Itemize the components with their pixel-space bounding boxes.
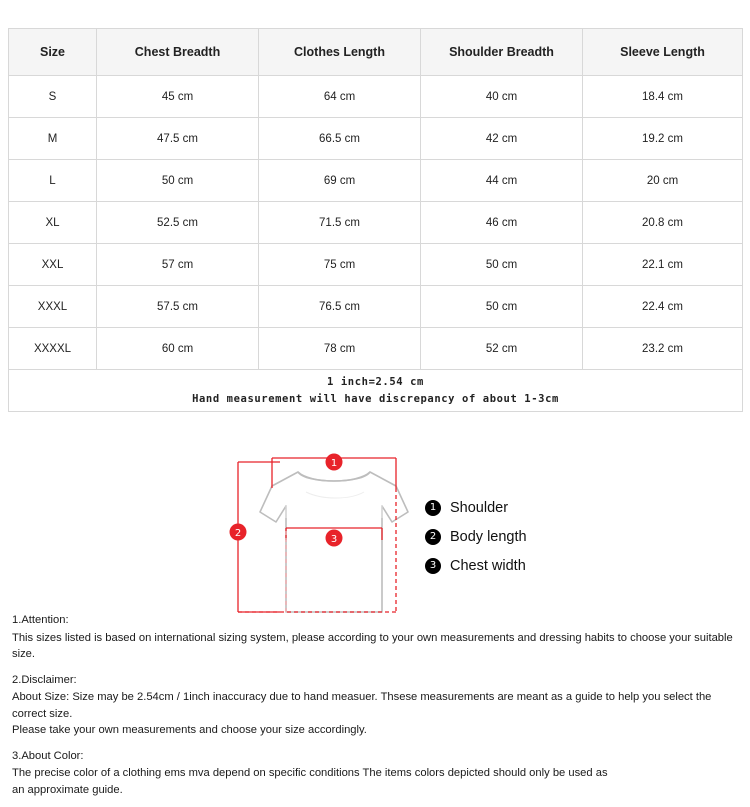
cell-chest-breadth: 50 cm: [97, 160, 259, 202]
cell-shoulder-breadth: 42 cm: [421, 118, 583, 160]
diagram-marker-2: [230, 524, 247, 541]
cell-chest-breadth: 60 cm: [97, 328, 259, 370]
cell-sleeve-length: 20 cm: [583, 160, 743, 202]
cell-sleeve-length: 22.4 cm: [583, 286, 743, 328]
cell-clothes-length: 69 cm: [259, 160, 421, 202]
color-text-1: The precise color of a clothing ems mva depend on specific conditions The items colors depicted should only be used as: [12, 767, 608, 779]
column-header-size: Size: [9, 29, 97, 76]
cell-size: L: [9, 160, 97, 202]
conversion-note: 1 inch=2.54 cm: [327, 375, 424, 388]
cell-shoulder-breadth: 50 cm: [421, 244, 583, 286]
cell-chest-breadth: 45 cm: [97, 76, 259, 118]
cell-shoulder-breadth: 46 cm: [421, 202, 583, 244]
color-block: [12, 748, 742, 799]
table-row: [9, 286, 743, 328]
disclaimer-text-1: About Size: Size may be 2.54cm / 1inch inaccuracy due to hand measuer. Thsese measurements are meant as a guide to help you select the correct size.: [12, 691, 712, 720]
table-body: [9, 76, 743, 412]
color-text-2: an approximate guide.: [12, 783, 123, 796]
cell-clothes-length: 75 cm: [259, 244, 421, 286]
disclaimer-heading: 2.Disclaimer:: [12, 673, 77, 686]
column-header-clothes-length: Clothes Length: [259, 29, 421, 76]
table-header-row: [9, 29, 743, 76]
cell-size: XXXXL: [9, 328, 97, 370]
legend-item-chest-width: [425, 558, 645, 574]
cell-clothes-length: 64 cm: [259, 76, 421, 118]
table-row: [9, 76, 743, 118]
column-header-sleeve-length: Sleeve Length: [583, 29, 743, 76]
column-header-chest-breadth: Chest Breadth: [97, 29, 259, 76]
svg-text:3: 3: [330, 534, 338, 545]
cell-shoulder-breadth: 52 cm: [421, 328, 583, 370]
legend-item-body-length: [425, 529, 645, 545]
table-row: [9, 244, 743, 286]
cell-sleeve-length: 18.4 cm: [583, 76, 743, 118]
table-row: [9, 160, 743, 202]
table-note-cell: [9, 370, 743, 412]
cell-size: S: [9, 76, 97, 118]
cell-sleeve-length: 23.2 cm: [583, 328, 743, 370]
attention-block: [12, 612, 742, 663]
disclaimer-text-2: Please take your own measurements and choose your size accordingly.: [12, 724, 367, 736]
cell-size: XL: [9, 202, 97, 244]
legend-bullet-3: 3: [425, 558, 441, 574]
cell-chest-breadth: 52.5 cm: [97, 202, 259, 244]
table-header: [9, 29, 743, 76]
cell-clothes-length: 78 cm: [259, 328, 421, 370]
cell-clothes-length: 66.5 cm: [259, 118, 421, 160]
table-note-row: [9, 370, 743, 412]
diagram-marker-3: [326, 530, 343, 547]
diagram-marker-1: [326, 454, 343, 471]
cell-size: XXXL: [9, 286, 97, 328]
attention-heading: 1.Attention:: [12, 614, 69, 626]
cell-size: XXL: [9, 244, 97, 286]
cell-size: M: [9, 118, 97, 160]
disclaimer-block: [12, 672, 742, 739]
cell-clothes-length: 71.5 cm: [259, 202, 421, 244]
table-row: [9, 118, 743, 160]
legend-bullet-2: 2: [425, 529, 441, 545]
cell-shoulder-breadth: 50 cm: [421, 286, 583, 328]
cell-sleeve-length: 22.1 cm: [583, 244, 743, 286]
attention-text: This sizes listed is based on international sizing system, please according to your own measurements and dressing habits to choose your suitable size.: [12, 631, 733, 660]
cell-clothes-length: 76.5 cm: [259, 286, 421, 328]
column-header-shoulder-breadth: Shoulder Breadth: [421, 29, 583, 76]
legend-bullet-1: 1: [425, 500, 441, 516]
cell-sleeve-length: 19.2 cm: [583, 118, 743, 160]
size-chart-table: [8, 28, 743, 412]
cell-shoulder-breadth: 44 cm: [421, 160, 583, 202]
table-row: [9, 202, 743, 244]
footer-notes: [12, 612, 742, 807]
size-chart-table-wrapper: [8, 28, 742, 412]
diagram-legend: [425, 500, 645, 587]
legend-item-shoulder: [425, 500, 645, 516]
cell-sleeve-length: 20.8 cm: [583, 202, 743, 244]
color-heading: 3.About Color:: [12, 749, 84, 762]
svg-text:2: 2: [234, 528, 242, 539]
legend-label-chest-width: Chest width: [450, 558, 526, 574]
svg-text:1: 1: [330, 458, 338, 469]
measurement-note: Hand measurement will have discrepancy of about 1-3cm: [192, 392, 559, 405]
legend-label-body-length: Body length: [450, 529, 527, 545]
cell-chest-breadth: 47.5 cm: [97, 118, 259, 160]
cell-chest-breadth: 57.5 cm: [97, 286, 259, 328]
table-row: [9, 328, 743, 370]
cell-shoulder-breadth: 40 cm: [421, 76, 583, 118]
legend-label-shoulder: Shoulder: [450, 500, 509, 516]
cell-chest-breadth: 57 cm: [97, 244, 259, 286]
